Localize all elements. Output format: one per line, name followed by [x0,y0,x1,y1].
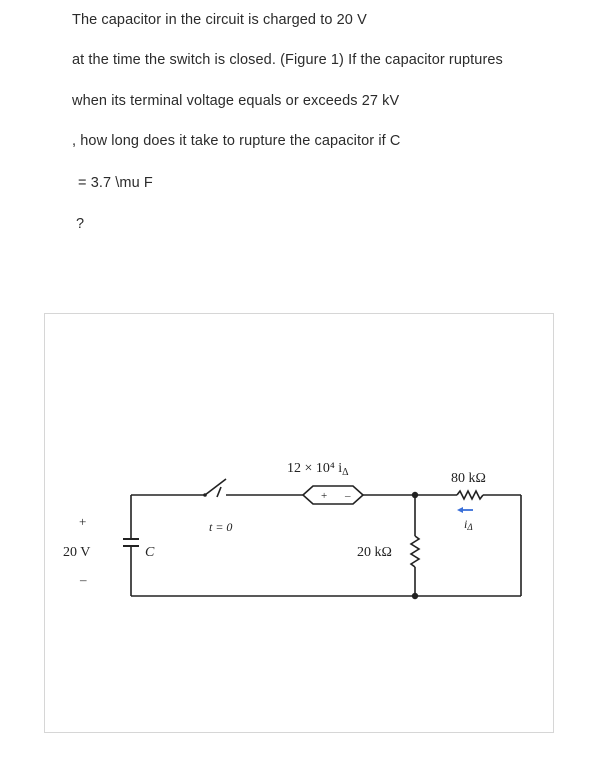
current-arrow-head [457,507,463,513]
dep-source-minus: – [345,490,351,502]
question-line-5: = 3.7 \mu F [78,175,153,191]
question-line-6: ? [76,216,85,232]
switch-pivot [203,493,207,497]
resistor-80k-symbol [457,491,483,499]
switch-blade [205,479,226,495]
current-label: iΔ [464,517,473,532]
capacitor-label: C [145,545,155,560]
source-minus-sign: – [80,572,87,587]
node-bottom [412,593,418,599]
question-line-1: The capacitor in the circuit is charged to 20 V [72,12,367,28]
resistor-20k-label: 20 kΩ [357,545,392,560]
question-line-4: , how long does it take to rupture the capacitor if C [72,133,401,149]
dependent-source-diamond [303,486,363,504]
dependent-source-label: 12 × 10⁴ $i_\Delta$ [287,461,349,478]
switch-arc [217,487,221,497]
source-plus-sign: + [79,514,87,529]
dep-source-plus: + [321,490,328,502]
source-voltage-label: 20 V [63,545,91,560]
switch-time-label: t = 0 [209,520,233,534]
resistor-80k-label: 80 kΩ [451,471,486,486]
question-line-2: at the time the switch is closed. (Figure 1) If the capacitor ruptures [72,52,503,68]
question-line-3: when its terminal voltage equals or exceeds 27 kV [72,93,400,109]
resistor-20k-symbol [411,536,419,567]
node-top [412,492,418,498]
circuit-figure [44,313,554,733]
circuit-diagram [45,314,555,734]
